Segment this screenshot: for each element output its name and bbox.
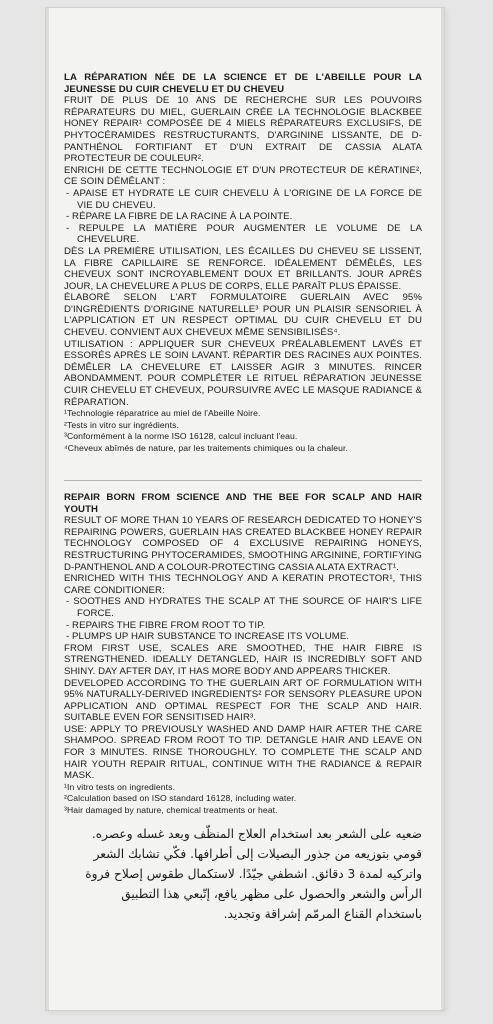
french-usage-paragraph: UTILISATION : APPLIQUER SUR CHEVEUX PRÉALABLEMENT LAVÉS ET ESSORÉS APRÈS LE SOIN LAVANT. RÉPARTIR DES RACINES AUX POINTES. DÉMÊLER LA CHEVELURE ET LAISSER AGIR 3 MINUTES. RINCER ABONDAMMENT. POUR COMPLÉTER LE RITUEL RÉPARATION JEUNESSE CUIR CHEVELU ET CHEVEUX, POURSUIVRE AVEC LE MASQUE RADIANCE & RÉPARATION. <box>64 338 422 408</box>
english-benefit-item: - REPAIRS THE FIBRE FROM ROOT TO TIP. <box>66 619 266 631</box>
english-intro-paragraph: RESULT OF MORE THAN 10 YEARS OF RESEARCH DEDICATED TO HONEY'S REPAIRING POWERS, GUERLAIN HAS CREATED BLACKBEE HONEY REPAIR TECHNOLOGY COMPOSED OF 4 EXCLUSIVE REPAIRING HONEYS, RESTRUCTURING PHYTOCERAMIDES, SMOOTHING ARGININE, FORTIFYING D-PANTHENOL AND A COLOUR-PROTECTING CASSIA ALATA EXTRACT¹. <box>64 515 422 573</box>
english-benefits-list <box>64 596 422 642</box>
arabic-line: الرأس والشعر والحصول على مظهر يافع، إتّبعي هذا التطبيق <box>121 887 422 901</box>
english-section <box>64 492 422 817</box>
arabic-line: قومي بتوزيعه من جذور البصيلات إلى أطرافها. فكّي تشابك الشعر <box>93 847 422 861</box>
french-results-paragraph: DÈS LA PREMIÈRE UTILISATION, LES ÉCAILLES DU CHEVEU SE LISSENT, LA FIBRE CAPILLAIRE SE RENFORCE. IDÉALEMENT DÉMÊLÉS, LES CHEVEUX SONT INCROYABLEMENT DOUX ET BRILLANTS. JOUR APRÈS JOUR, LA CHEVELURE A PLUS DE CORPS, ELLE PARAÎT PLUS ÉPAISSE. <box>64 245 422 292</box>
french-enriched-paragraph: ENRICHI DE CETTE TECHNOLOGIE ET D'UN PROTECTEUR DE KÉRATINE², CE SOIN DÉMÊLANT : <box>64 164 422 188</box>
english-footnote: ¹In vitro tests on ingredients. <box>64 781 176 792</box>
french-footnote: ⁴Cheveux abîmés de nature, par les traitements chimiques ou la chaleur. <box>64 443 349 453</box>
arabic-line: باستخدام القناع المرمّم إشراقة وتجديد. <box>223 907 422 921</box>
arabic-section <box>64 824 422 924</box>
arabic-line: واتركيه لمدة 3 دقائق. اشطفي جيّدًا. لاستكمال طقوس إصلاح فروة <box>85 867 422 881</box>
french-benefits-list <box>64 188 422 246</box>
english-benefit-item: - PLUMPS UP HAIR SUBSTANCE TO INCREASE ITS VOLUME. <box>66 631 350 643</box>
french-intro-paragraph: FRUIT DE PLUS DE 10 ANS DE RECHERCHE SUR LES POUVOIRS RÉPARATEURS DU MIEL, GUERLAIN CRÉE LA TECHNOLOGIE BLACKBEE HONEY REPAIR¹ COMPOSÉE DE 4 MIELS RÉPARATEURS EXCLUSIFS, DE PHYTOCÉRAMIDES RESTRUCTURANTS, D'ARGININE LISSANTE, DE D-PANTHÉNOL FORTIFIANT ET D'UN EXTRAIT DE CASSIA ALATA PROTECTEUR DE COULEUR². <box>64 95 422 165</box>
french-benefit-item: - APAISE ET HYDRATE LE CUIR CHEVELU À L'ORIGINE DE LA FORCE DE VIE DU CHEVEU. <box>66 187 422 211</box>
french-benefit-item: - REPULPE LA MATIÈRE POUR AUGMENTER LE VOLUME DE LA CHEVELURE. <box>66 222 422 246</box>
english-results-paragraph: FROM FIRST USE, SCALES ARE SMOOTHED, THE HAIR FIBRE IS STRENGTHENED. IDEALLY DETANGLED, HAIR IS INCREDIBLY SOFT AND SHINY. DAY AFTER DAY, IT HAS MORE BODY AND APPEARS THICKER. <box>64 642 422 677</box>
english-footnote: ³Hair damaged by nature, chemical treatments or heat. <box>64 805 278 816</box>
english-footnote: ²Calculation based on ISO standard 16128, including water. <box>64 793 297 804</box>
english-benefit-item: - SOOTHES AND HYDRATES THE SCALP AT THE SOURCE OF HAIR'S LIFE FORCE. <box>66 596 422 619</box>
french-title: LA RÉPARATION NÉE DE LA SCIENCE ET DE L'ABEILLE POUR LA JEUNESSE DU CUIR CHEVELU ET DU CHEVEU <box>64 72 422 95</box>
french-footnote: ¹Technologie réparatrice au miel de l'Abeille Noire. <box>64 408 261 419</box>
french-footnote: ³Conformément à la norme ISO 16128, calcul incluant l'eau. <box>64 431 298 442</box>
english-title: REPAIR BORN FROM SCIENCE AND THE BEE FOR SCALP AND HAIR YOUTH <box>64 492 422 515</box>
section-divider <box>64 480 422 481</box>
english-usage-paragraph: USE: APPLY TO PREVIOUSLY WASHED AND DAMP HAIR AFTER THE CARE SHAMPOO. SPREAD FROM ROOT TO TIP. DETANGLE HAIR AND LEAVE ON FOR 3 MINUTES. RINSE THOROUGHLY. TO COMPLETE THE SCALP AND HAIR YOUTH REPAIR RITUAL, CONTINUE WITH THE RADIANCE & REPAIR MASK. <box>64 723 422 782</box>
french-formulation-paragraph: ÉLABORÉ SELON L'ART FORMULATOIRE GUERLAIN AVEC 95% D'INGRÉDIENTS D'ORIGINE NATURELLE³ POUR UN PLAISIR SENSORIEL À L'APPLICATION ET UN RESPECT OPTIMAL DU CUIR CHEVELU ET DU CHEVEU. CONVIENT AUX CHEVEUX MÊME SENSIBILISÉS⁴. <box>64 292 422 339</box>
french-benefit-item: - RÉPARE LA FIBRE DE LA RACINE À LA POINTE. <box>66 211 293 223</box>
french-footnote: ²Tests in vitro sur ingrédients. <box>64 419 179 430</box>
french-section <box>64 72 422 455</box>
arabic-line: ضعيه على الشعر بعد استخدام العلاج المنظّف وبعد غسله وعصره. <box>91 827 422 841</box>
english-formulation-paragraph: DEVELOPED ACCORDING TO THE GUERLAIN ART OF FORMULATION WITH 95% NATURALLY-DERIVED INGREDIENTS² FOR SENSORY PLEASURE UPON APPLICATION AND OPTIMAL RESPECT FOR THE SCALP AND HAIR. SUITABLE EVEN FOR SENSITISED HAIR³. <box>64 677 422 724</box>
box-left-edge <box>46 8 49 1010</box>
english-enriched-paragraph: ENRICHED WITH THIS TECHNOLOGY AND A KERATIN PROTECTOR¹, THIS CARE CONDITIONER: <box>64 573 422 596</box>
box-right-edge <box>441 8 444 1010</box>
